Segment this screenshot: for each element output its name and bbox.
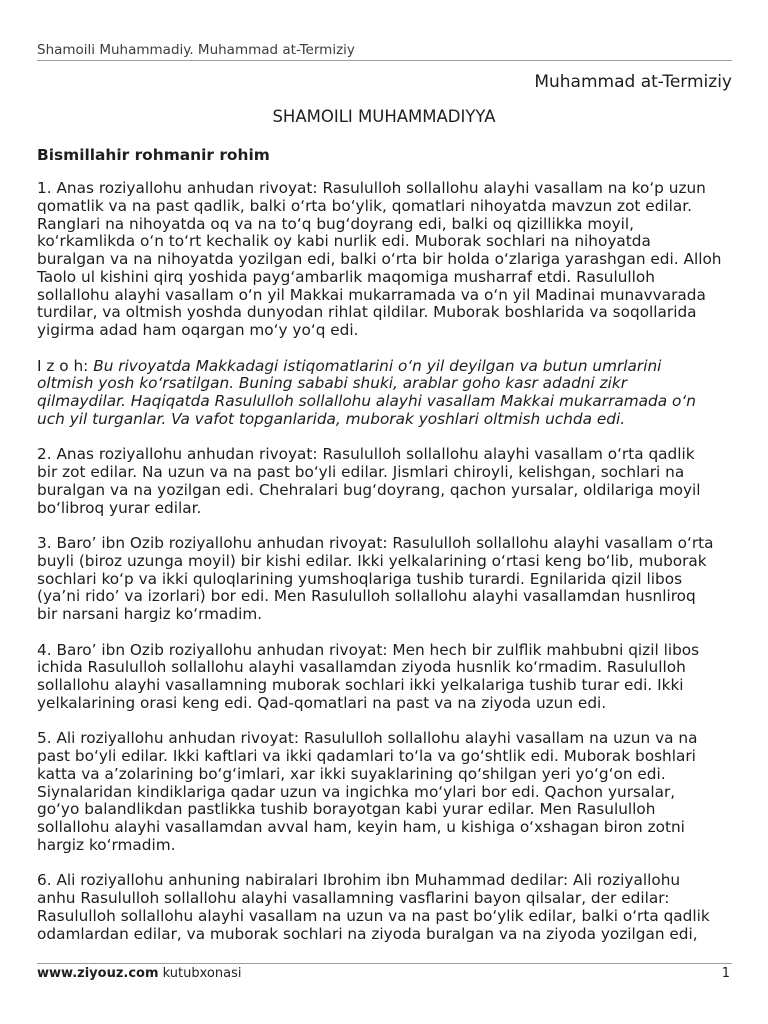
text-line: bo‘libroq yurar edilar.: [37, 498, 202, 517]
text-line: past bo‘yli edilar. Ikki kaftlari va ikki qadamlari to‘la va go‘shtlik edi. Muborak boshlari: [37, 747, 696, 765]
text-line: katta va a’zolarining bo‘g‘imlari, xar ikki suyaklarining qo‘shilgan yeri yo‘g‘on edi.: [37, 764, 666, 783]
text-line: Taolo ul kishini qirq yoshida payg‘ambarlik maqomiga musharraf etdi. Rasululloh: [37, 267, 655, 286]
text-line: sollallohu alayhi vasallam o‘n yil Makkai mukarramada va o‘n yil Madinai munavvarada: [37, 285, 706, 304]
text-line: bir zot edilar. Na uzun va na past bo‘yli edilar. Jismlari chiroyli, kelishgan, sochlari na: [37, 463, 685, 481]
author-name: Muhammad at-Termiziy: [534, 72, 732, 92]
footer-site-link: www.ziyouz.com: [37, 966, 159, 981]
header-divider: [37, 60, 732, 61]
hadith-5-paragraph: [37, 730, 737, 854]
text-line: bir narsani hargiz ko‘rmadim.: [37, 605, 263, 623]
text-line: odamlardan edilar, va muborak sochlari na ziyoda buralgan va na ziyoda yozilgan edi,: [37, 924, 698, 943]
text-line: yelkalarining orasi keng edi. Qad-qomatlari na past va na ziyoda uzun edi.: [37, 693, 607, 712]
text-line: [37, 358, 737, 376]
page-footer: [37, 966, 732, 981]
hadith-3-paragraph: [37, 535, 737, 624]
text-line: Rasululloh sollallohu alayhi vasallam na uzun va na past bo‘ylik edilar, balki o‘rta qadlik: [37, 906, 710, 925]
text-line: (ya’ni rido’ va izorlari) bor edi. Men Rasululloh sollallohu alayhi vasallamdan husnliroq: [37, 587, 696, 606]
text-line: 5. Ali roziyallohu anhudan rivoyat: Rasululloh sollallohu alayhi vasallam na uzun va na: [37, 729, 698, 748]
text-line: buyli (biroz uzunga moyil) bir kishi edilar. Ikki yelkalarining o‘rtasi keng bo‘lib, muborak: [37, 551, 707, 570]
hadith-4-paragraph: [37, 642, 737, 713]
izoh-label: I z o h:: [37, 356, 89, 375]
running-header: Shamoili Muhammadiy. Muhammad at-Termiziy: [37, 42, 355, 58]
body-text: [37, 180, 737, 961]
text-line: anhu Rasululloh sollallohu alayhi vasallamning vasflarini bayon qilsalar, der edilar:: [37, 889, 670, 907]
text-line: sollallohu alayhi vasallamning muborak sochlari ikki yelkalariga tushib turar edi. Ikki: [37, 676, 684, 694]
basmala-heading: Bismillahir rohmanir rohim: [37, 146, 270, 164]
footer-label: kutubxonasi: [162, 966, 242, 981]
hadith-1-paragraph: [37, 180, 737, 340]
text-line: 3. Baro’ ibn Ozib roziyallohu anhudan rivoyat: Rasululloh sollallohu alayhi vasallam o‘rta: [37, 534, 714, 552]
text-line: sochlari ko‘p va ikki quloqlarining yumshoqlariga tushib turardi. Egnilarida qizil libos: [37, 569, 683, 588]
text-line: ichida Rasululloh sollallohu alayhi vasallamdan ziyoda husnlik ko‘rmadim. Rasululloh: [37, 658, 686, 677]
izoh-note-paragraph: [37, 358, 737, 429]
text-line: 6. Ali roziyallohu anhuning nabiralari Ibrohim ibn Muhammad dedilar: Ali roziyallohu: [37, 871, 681, 890]
hadith-6-paragraph: [37, 872, 737, 943]
text-line: yigirma adad ham oqargan mo‘y yo‘q edi.: [37, 321, 359, 339]
text-line: qomatlik va na past qadlik, balki o‘rta bo‘ylik, qomatlari nihoyatda mavzun zot edilar.: [37, 196, 693, 215]
text-line: go‘yo balandlikdan pastlikka tushib borayotgan kabi yurar edilar. Men Rasululloh: [37, 800, 656, 819]
footer-divider: [37, 963, 732, 964]
note-text: Bu rivoyatda Makkadagi istiqomatlarini o‘n yil deyilgan va butun umrlarini: [93, 356, 662, 375]
text-line: Siynalaridan kindiklariga qadar uzun va ingichka mo‘ylari bor edi. Qachon yursalar,: [37, 782, 676, 801]
text-line: hargiz ko‘rmadim.: [37, 835, 176, 854]
text-line: oltmish yosh ko‘rsatilgan. Buning sababi shuki, arablar goho kasr adadni zikr: [37, 374, 628, 393]
text-line: uch yil turganlar. Va vafot topganlarida, muborak yoshlari oltmish uchda edi.: [37, 409, 626, 428]
page-number: 1: [721, 966, 730, 981]
text-line: turdilar, va oltmish yoshda dunyodan rihlat qildilar. Muborak boshlarida va soqollarida: [37, 303, 697, 322]
text-line: buralgan va na yozilgan edi. Chehralari bug‘doyrang, qachon yursalar, oldilariga moyil: [37, 480, 701, 499]
document-title: SHAMOILI MUHAMMADIYYA: [272, 107, 496, 126]
text-line: 2. Anas roziyallohu anhudan rivoyat: Rasululloh sollallohu alayhi vasallam o‘rta qadlik: [37, 445, 695, 464]
text-line: 4. Baro’ ibn Ozib roziyallohu anhudan rivoyat: Men hech bir zulflik mahbubni qizil libos: [37, 640, 700, 659]
hadith-2-paragraph: [37, 446, 737, 517]
text-line: sollallohu alayhi vasallamdan avval ham, keyin ham, u kishiga o‘xshagan biron zotni: [37, 818, 685, 836]
text-line: Ranglari na nihoyatda oq va na to‘q bug‘doyrang edi, balki oq qizillikka moyil,: [37, 214, 635, 233]
text-line: buralgan va na nihoyatda yozilgan edi, balki o‘rta bir holda o‘zlariga yarashgan edi. Alloh: [37, 250, 722, 268]
text-line: qilmaydilar. Haqiqatda Rasululloh sollallohu alayhi vasallam Makkai mukarramada o‘n: [37, 392, 696, 410]
text-line: ko‘rkamlikda o‘n to‘rt kechalik oy kabi nurlik edi. Muborak sochlari na nihoyatda: [37, 232, 651, 251]
text-line: 1. Anas roziyallohu anhudan rivoyat: Rasululloh sollallohu alayhi vasallam na ko‘p uzun: [37, 179, 706, 197]
